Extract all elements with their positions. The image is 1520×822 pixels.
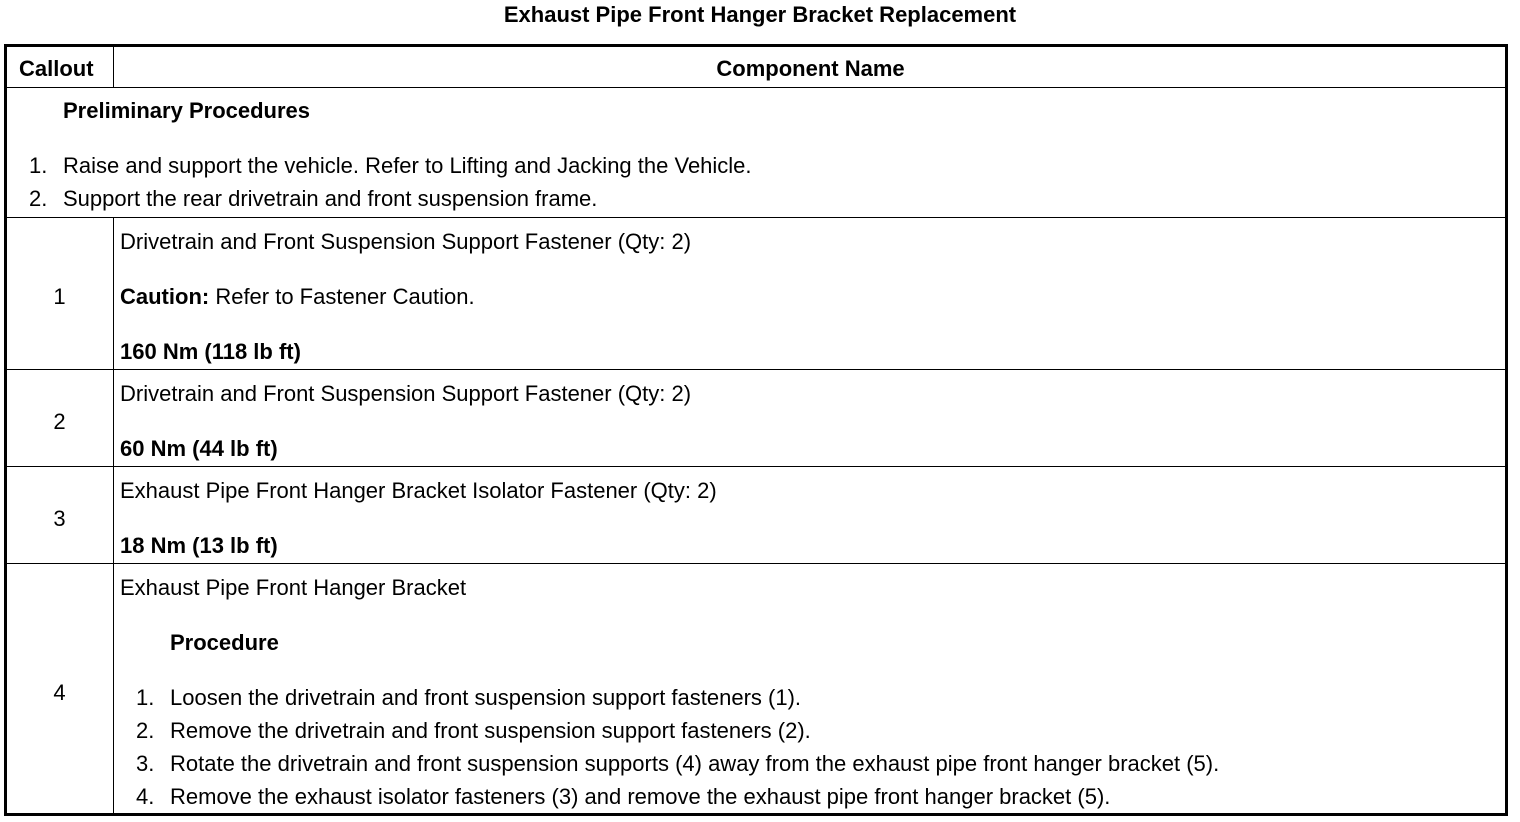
component-name: Exhaust Pipe Front Hanger Bracket Isolator Fastener (Qty: 2) — [120, 478, 717, 503]
page-title: Exhaust Pipe Front Hanger Bracket Replacement — [503, 2, 1017, 27]
procedure-heading: Procedure — [170, 630, 279, 655]
procedure-step-text-1: Loosen the drivetrain and front suspension support fasteners (1). — [170, 685, 802, 710]
callout-number: 3 — [53, 506, 66, 531]
procedure-step-text-3: Rotate the drivetrain and front suspension supports (4) away from the exhaust pipe front hanger bracket (5). — [170, 751, 1220, 776]
header-component-name: Component Name — [716, 56, 905, 81]
torque-spec: 60 Nm (44 lb ft) — [120, 436, 278, 461]
callout-number: 2 — [53, 409, 66, 434]
header-callout: Callout — [19, 56, 94, 81]
component-name: Exhaust Pipe Front Hanger Bracket — [120, 575, 467, 600]
caution-label: Caution: — [120, 284, 210, 309]
component-name: Drivetrain and Front Suspension Support Fastener (Qty: 2) — [120, 381, 692, 406]
component-name: Drivetrain and Front Suspension Support Fastener (Qty: 2) — [120, 229, 692, 254]
procedure-step-num-4: 4. — [136, 784, 155, 809]
row-rule — [7, 369, 1505, 370]
row-rule — [7, 563, 1505, 564]
caution-note — [120, 284, 475, 310]
callout-number: 4 — [53, 680, 66, 705]
procedure-table — [4, 44, 1508, 816]
row-rule — [7, 466, 1505, 467]
column-divider — [113, 217, 114, 813]
procedure-step-text-2: Remove the drivetrain and front suspension support fasteners (2). — [170, 718, 811, 743]
preliminary-rule — [7, 217, 1505, 218]
torque-spec: 160 Nm (118 lb ft) — [120, 339, 301, 364]
prelim-step-text-1: Raise and support the vehicle. Refer to Lifting and Jacking the Vehicle. — [63, 153, 752, 178]
torque-spec: 18 Nm (13 lb ft) — [120, 533, 278, 558]
procedure-step-num-1: 1. — [136, 685, 155, 710]
prelim-step-text-2: Support the rear drivetrain and front suspension frame. — [63, 186, 598, 211]
preliminary-heading: Preliminary Procedures — [63, 98, 311, 123]
header-rule — [7, 87, 1505, 88]
prelim-step-num-2: 2. — [29, 186, 48, 211]
procedure-step-text-4: Remove the exhaust isolator fasteners (3) and remove the exhaust pipe front hanger bracket (5). — [170, 784, 1111, 809]
callout-number: 1 — [53, 284, 66, 309]
caution-text: Refer to Fastener Caution. — [209, 284, 475, 309]
procedure-step-num-3: 3. — [136, 751, 155, 776]
prelim-step-num-1: 1. — [29, 153, 48, 178]
header-divider — [113, 47, 114, 87]
procedure-step-num-2: 2. — [136, 718, 155, 743]
